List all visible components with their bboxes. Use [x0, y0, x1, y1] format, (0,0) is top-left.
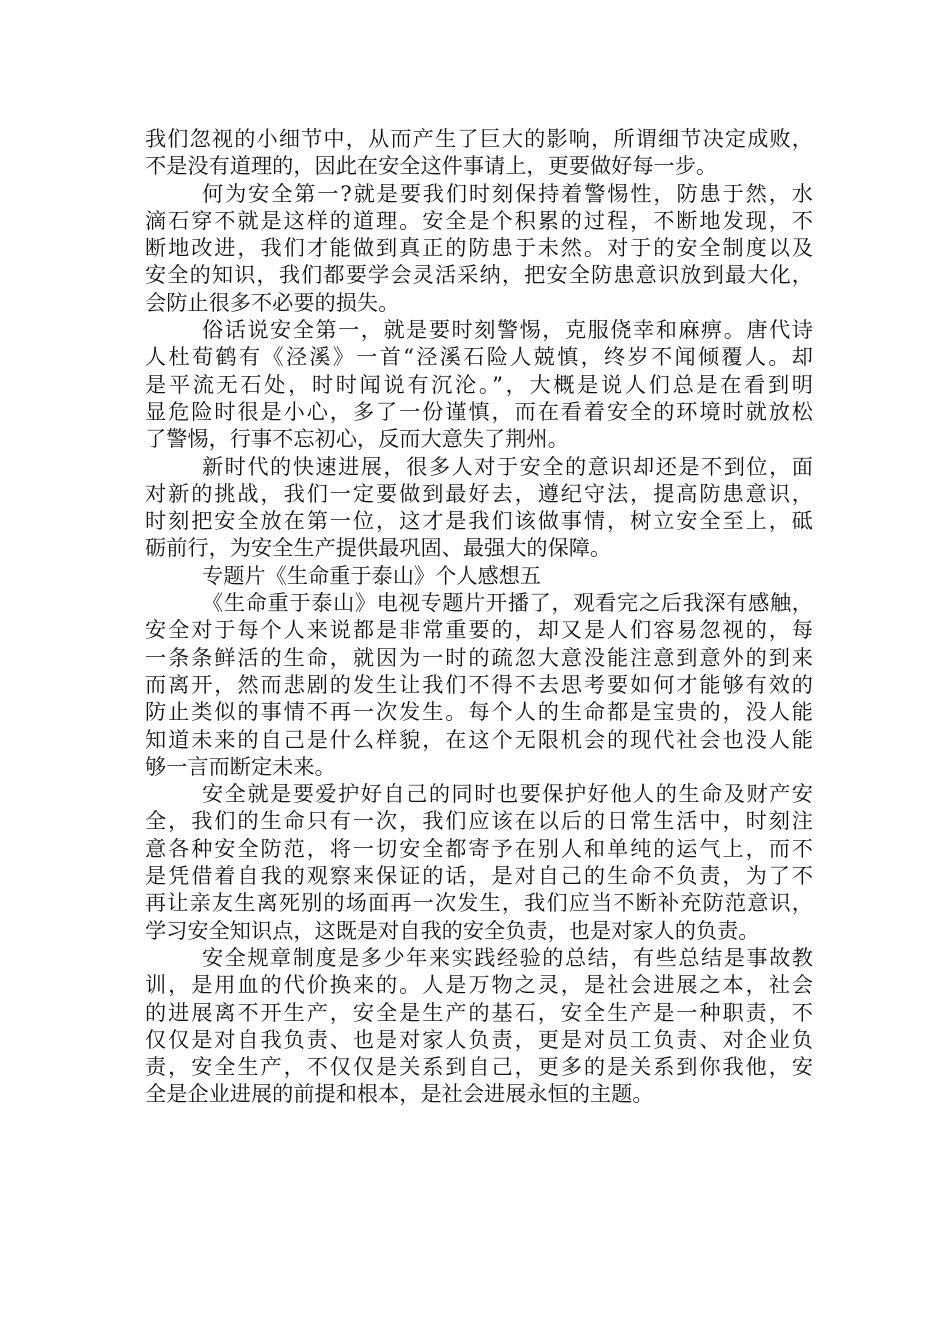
text-line: 安全对于每个人来说都是非常重要的，却又是人们容易忽视的，每: [145, 617, 813, 643]
text-line: 防止类似的事情不再一次发生。每个人的生命都是宝贵的，没人能: [145, 699, 813, 725]
text-line: 再让亲友生离死别的场面再一次发生，我们应当不断补充防范意识，: [145, 890, 813, 916]
text-line: 仅仅是对自我负责、也是对家人负责，更是对员工负责、对企业负: [145, 1026, 813, 1052]
text-line: 对新的挑战，我们一定要做到最好去，遵纪守法，提高防患意识，: [145, 480, 813, 506]
text-line: 安全规章制度是多少年来实践经验的总结，有些总结是事故教: [202, 944, 813, 970]
text-line: 何为安全第一?就是要我们时刻保持着警惕性，防患于然，水: [202, 180, 813, 206]
text-line: 安全就是要爱护好自己的同时也要保护好他人的生命及财产安: [202, 781, 813, 807]
text-line: 够一言而断定未来。: [145, 753, 336, 779]
text-line: 专题片《生命重于泰山》个人感想五: [202, 562, 542, 588]
text-line: 是凭借着自我的观察来保证的话，是对自己的生命不负责，为了不: [145, 863, 813, 889]
text-line: 训，是用血的代价换来的。人是万物之灵，是社会进展之本，社会: [145, 972, 813, 998]
text-line: 安全的知识，我们都要学会灵活采纳，把安全防患意识放到最大化，: [145, 262, 813, 288]
text-line: 全是企业进展的前提和根本，是社会进展永恒的主题。: [145, 1081, 654, 1107]
text-line: 人杜荀鹤有《泾溪》一首“泾溪石险人兢慎，终岁不闻倾覆人。却: [145, 344, 813, 370]
text-line: 断地改进，我们才能做到真正的防患于未然。对于的安全制度以及: [145, 235, 813, 261]
text-line: 意各种安全防范，将一切安全都寄予在别人和单纯的运气上，而不: [145, 835, 813, 861]
text-line: 知道未来的自己是什么样貌，在这个无限机会的现代社会也没人能: [145, 726, 813, 752]
text-line: 会防止很多不必要的损失。: [145, 289, 400, 315]
text-line: 责，安全生产，不仅仅是关系到自己，更多的是关系到你我他，安: [145, 1054, 813, 1080]
text-line: 而离开，然而悲剧的发生让我们不得不去思考要如何才能够有效的: [145, 671, 813, 697]
text-line: 《生命重于泰山》电视专题片开播了，观看完之后我深有感触，: [202, 590, 813, 616]
text-line: 砺前行，为安全生产提供最巩固、最强大的保障。: [145, 535, 612, 561]
text-line: 显危险时很是小心，多了一份谨慎，而在看着安全的环境时就放松: [145, 398, 813, 424]
text-line: 学习安全知识点，这既是对自我的安全负责，也是对家人的负责。: [145, 917, 760, 943]
text-line: 一条条鲜活的生命，就因为一时的疏忽大意没能注意到意外的到来: [145, 644, 813, 670]
text-line: 我们忽视的小细节中，从而产生了巨大的影响，所谓细节决定成败，: [145, 126, 813, 151]
text-line: 不是没有道理的，因此在安全这件事请上，更要做好每一步。: [145, 153, 718, 179]
text-line: 时刻把安全放在第一位，这才是我们该做事情，树立安全至上，砥: [145, 508, 813, 534]
text-line: 的进展离不开生产，安全是生产的基石，安全生产是一种职责，不: [145, 999, 813, 1025]
text-line: 全，我们的生命只有一次，我们应该在以后的日常生活中，时刻注: [145, 808, 813, 834]
text-line: 滴石穿不就是这样的道理。安全是个积累的过程，不断地发现，不: [145, 207, 813, 233]
text-line: 新时代的快速进展，很多人对于安全的意识却还是不到位，面: [202, 453, 813, 479]
text-line: 是平流无石处，时时闻说有沉沦。”，大概是说人们总是在看到明: [145, 371, 813, 397]
document-body: [145, 125, 813, 1108]
text-line: 了警惕，行事不忘初心，反而大意失了荆州。: [145, 426, 569, 452]
text-line: 俗话说安全第一，就是要时刻警惕，克服侥幸和麻痹。唐代诗: [202, 317, 813, 343]
